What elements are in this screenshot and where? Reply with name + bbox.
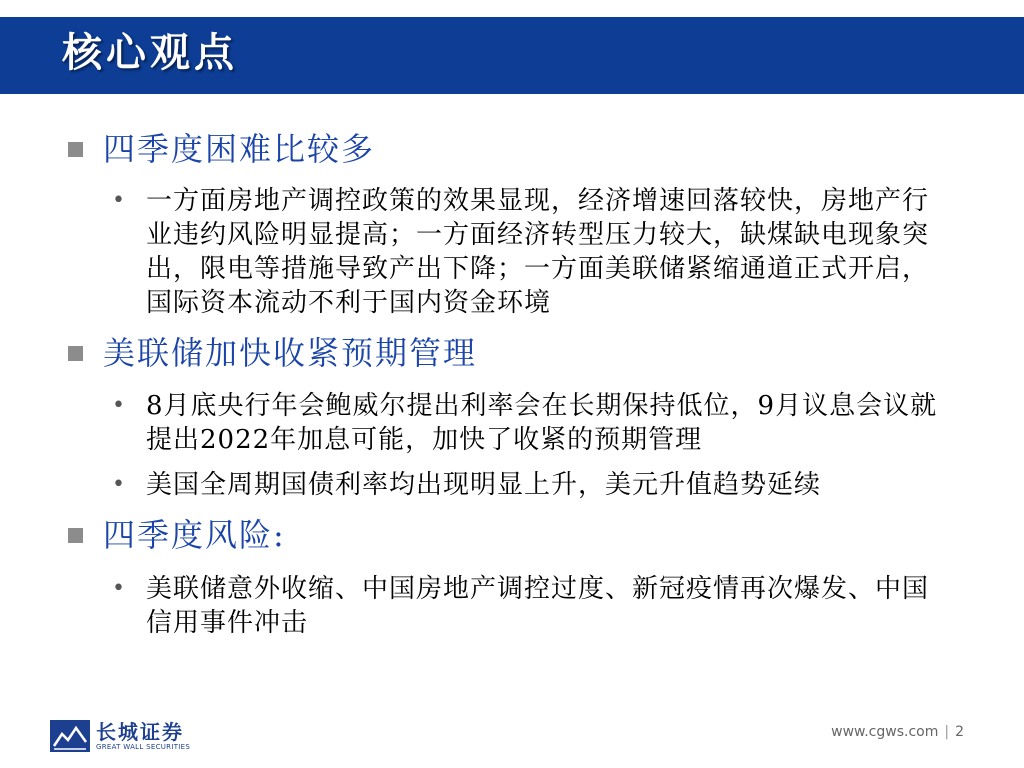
section-heading-text: 美联储加快收紧预期管理 xyxy=(103,334,478,372)
company-logo xyxy=(50,720,190,752)
title-bar xyxy=(0,17,1024,94)
section-heading-3 xyxy=(68,515,286,555)
section-heading-text: 四季度风险: xyxy=(103,516,286,554)
great-wall-logo-icon xyxy=(50,720,90,752)
bullet-text: 8月底央行年会鲍威尔提出利率会在长期保持低位，9月议息会议就提出2022年加息可能，加快了收紧的预期管理 xyxy=(146,391,938,455)
bullet-dot-icon: • xyxy=(112,188,125,213)
website-link: www.cgws.com xyxy=(831,724,939,740)
bullet-text: 美国全周期国债利率均出现明显上升，美元升值趋势延续 xyxy=(146,470,822,500)
list-item xyxy=(112,389,952,457)
section-heading-2 xyxy=(68,333,477,373)
logo-english-text: GREAT WALL SECURITIES xyxy=(96,742,191,751)
bullet-text: 一方面房地产调控政策的效果显现，经济增速回落较快，房地产行业违约风险明显提高；一方面经济转型压力较大，缺煤缺电现象突出，限电等措施导致产出下降；一方面美联储紧缩通道正式开启，国际资本流动不利于国内资金环境 xyxy=(146,186,930,318)
square-bullet-icon xyxy=(68,142,83,157)
square-bullet-icon xyxy=(68,528,83,543)
bullet-dot-icon: • xyxy=(112,393,125,418)
bullet-dot-icon: • xyxy=(112,472,125,497)
list-item xyxy=(112,572,952,640)
footer-right xyxy=(831,724,964,740)
page-title: 核心观点 xyxy=(62,29,238,76)
section-heading-text: 四季度困难比较多 xyxy=(103,130,376,168)
logo-chinese-text: 长城证券 xyxy=(96,719,184,744)
footer-separator: | xyxy=(944,724,950,740)
section-heading-1 xyxy=(68,129,375,169)
list-item xyxy=(112,184,952,320)
bullet-text: 美联储意外收缩、中国房地产调控过度、新冠疫情再次爆发、中国信用事件冲击 xyxy=(146,574,930,638)
square-bullet-icon xyxy=(68,346,83,361)
bullet-dot-icon: • xyxy=(112,576,125,601)
list-item xyxy=(112,468,952,502)
page-number: 2 xyxy=(955,724,964,740)
